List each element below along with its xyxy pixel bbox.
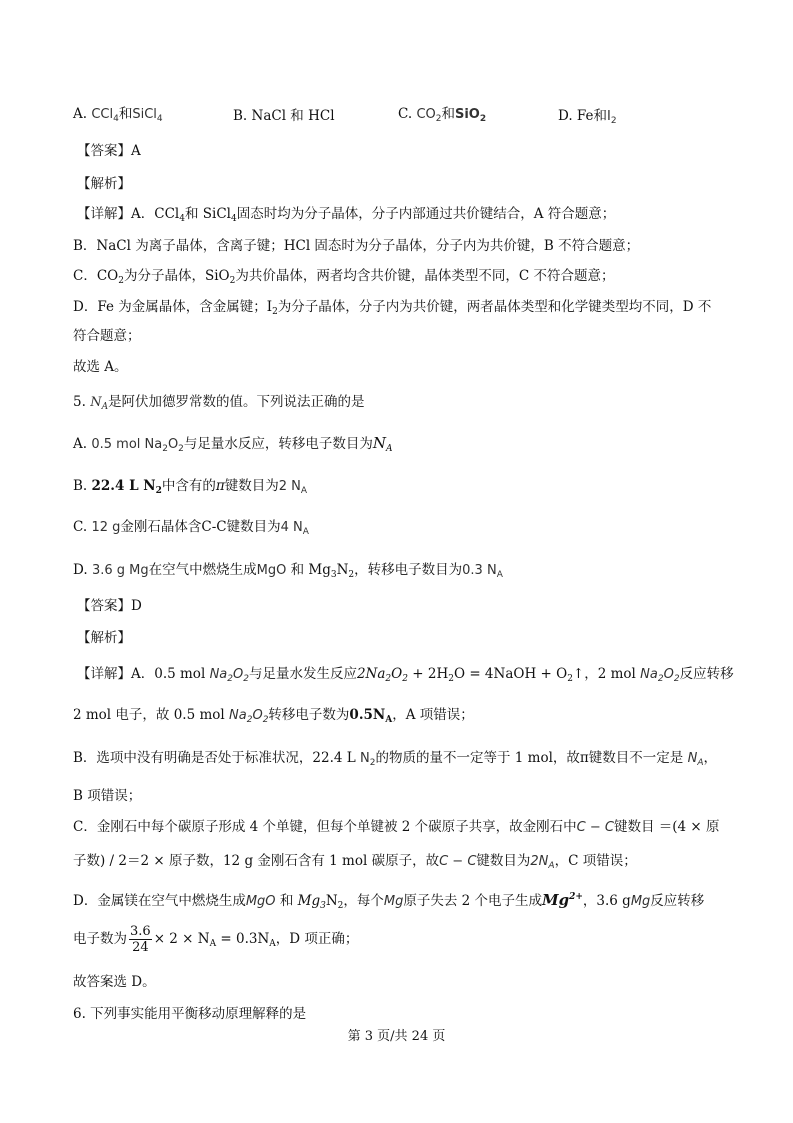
q5-answer: 【答案】D: [77, 598, 142, 614]
q5-detail-3: B．选项中没有明确是否处于标准状况，22.4 L $N_2$的物质的量不一定等于 1 mol，故π键数目不一定是 $N_A$，: [73, 750, 718, 768]
q4-detail-5: 符合题意；: [73, 328, 141, 344]
q5-detail-8: 电子数为 $\frac{3.6}{24}$ × $2 \times N_A = 0.3N_A$，D 项正确；: [73, 924, 359, 955]
fraction: $\frac{3.6}{24}$: [130, 924, 151, 955]
formula-sicl4: SiCl$_4$: [132, 107, 163, 124]
q5-option-d: D. 3.6 g Mg在空气中燃烧生成MgO 和 $Mg_3N_2$，转移电子数目为0.3 $N_A$: [73, 562, 503, 580]
q4-detail-2: B．NaCl 为离子晶体，含离子键；HCl 固态时为分子晶体，分子内为共价键，B 不符合题意；: [73, 238, 640, 254]
q5-detail-2: 2 mol 电子，故 0.5 mol $Na_2O_2$转移电子数为$0.5N_A$，A 项错误；: [73, 707, 474, 725]
q4-detail-1: 【详解】A．CCl$_4$和 SiCl$_4$固态时均为分子晶体，分子内部通过共价键结合，A 符合题意；: [77, 206, 616, 224]
q5-detail-4: B 项错误；: [73, 788, 142, 804]
q4-conclusion: 故选 A。: [73, 359, 128, 375]
formula-co2: $CO_2$: [416, 107, 442, 124]
q4-option-a: A. CCl$_4$和SiCl$_4$: [73, 106, 163, 124]
q5-stem: 5. $N_A$是阿伏加德罗常数的值。下列说法正确的是: [73, 394, 365, 412]
q4-option-d: D. Fe和$I_2$: [558, 108, 617, 126]
q4-detail-3: C．$CO_2$为分子晶体，SiO$_2$为共价晶体，两者均含共价键，晶体类型不同，C 不符合题意；: [73, 268, 615, 286]
q5-option-c: C. 12 g金刚石晶体含C-C键数目为4 $N_A$: [73, 519, 309, 537]
q5-detail-5: C．金刚石中每个碳原子形成 4 个单键，但每个单键被 2 个碳原子共享，故金刚石中C − C键数目 ＝(4 × 原: [73, 819, 720, 835]
q4-option-c: C. $CO_2$和SiO$_2$: [398, 106, 487, 124]
formula-i2: $I_2$: [607, 109, 617, 126]
q4-option-b: B. NaCl 和 HCl: [233, 108, 335, 124]
q5-option-a: A. 0.5 mol $Na_2O_2$与足量水反应，转移电子数目为$N_A$: [73, 434, 393, 454]
q5-detail-1: 【详解】A．0.5 mol $Na_2O_2$与足量水发生反应$2Na_2O_2 + 2H_2O$ = 4NaOH + $O_2↑$，2 mol $Na_2O_2$反应转移: [77, 666, 734, 684]
q4-analysis-heading: 【解析】: [77, 176, 131, 192]
q5-conclusion: 故答案选 D。: [73, 974, 156, 990]
q4-detail-4: D．Fe 为金属晶体，含金属键；$I_2$为分子晶体，分子内为共价键，两者晶体类型和化学键类型均不同，D 不: [73, 299, 712, 317]
page-footer: 第 3 页/共 24 页: [347, 1029, 446, 1044]
q5-analysis-heading: 【解析】: [77, 630, 131, 646]
q5-detail-7: D．金属镁在空气中燃烧生成MgO 和 $Mg_3N_2$，每个Mg原子失去 2 个电子生成$Mg^{2+}$，3.6 gMg反应转移: [73, 891, 705, 911]
q6-stem: 6. 下列事实能用平衡移动原理解释的是: [73, 1006, 307, 1022]
formula-sio2: SiO$_2$: [454, 107, 487, 124]
q4-answer: 【答案】A: [77, 143, 141, 159]
formula-ccl4: CCl$_4$: [91, 107, 119, 124]
q5-option-b: B. 22.4 L $N_2$中含有的π键数目为2 $N_A$: [73, 478, 308, 496]
q5-detail-6: 子数) / 2＝2 × 原子数，12 g 金刚石含有 1 mol 碳原子，故C − C键数目为$2N_A$，C 项错误；: [73, 853, 637, 871]
